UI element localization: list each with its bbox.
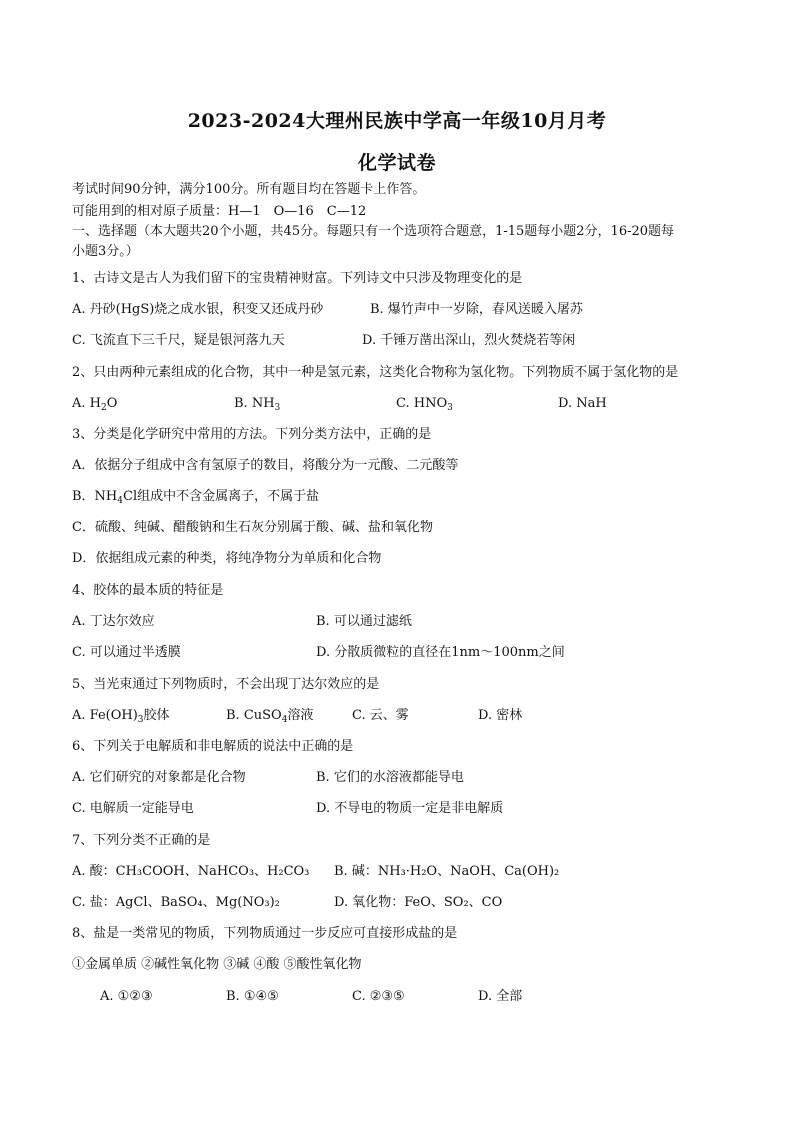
question-4-option-c: C. 可以通过半透膜	[72, 645, 181, 660]
question-6-option-c: C. 电解质一定能导电	[72, 801, 194, 816]
question-1-option-b: B. 爆竹声中一岁除，春风送暖入屠苏	[370, 302, 583, 317]
question-4-stem: 4、胶体的最本质的特征是	[72, 583, 224, 598]
question-1-option-d: D. 千锤万凿出深山，烈火焚烧若等闲	[362, 333, 576, 348]
question-4-option-a: A. 丁达尔效应	[72, 614, 155, 629]
question-8-option-b: B. ①④⑤	[226, 989, 279, 1004]
question-1-option-a: A. 丹砂(HgS)烧之成水银，积变又还成丹砂	[72, 302, 324, 317]
question-5-option-b: B. CuSO$_4$溶液	[226, 708, 314, 725]
question-7-option-d: D. 氧化物：FeO、SO₂、CO	[334, 895, 503, 910]
question-4-option-d: D. 分散质微粒的直径在1nm～100nm之间	[316, 645, 565, 660]
question-6-option-b: B. 它们的水溶液都能导电	[316, 770, 464, 785]
question-8-option-a: A. ①②③	[100, 989, 153, 1004]
question-8-option-d: D. 全部	[478, 989, 523, 1004]
section-header-line2: 小题3分。）	[72, 244, 139, 259]
question-3-option-d: D．依据组成元素的种类，将纯净物分为单质和化合物	[72, 551, 382, 566]
exam-instructions: 考试时间90分钟，满分100分。所有题目均在答题卡上作答。	[72, 182, 426, 197]
question-5-stem: 5、当光束通过下列物质时，不会出现丁达尔效应的是	[72, 677, 380, 692]
question-5-option-d: D. 密林	[478, 708, 523, 723]
question-8-items: ①金属单质 ②碱性氧化物 ③碱 ④酸 ⑤酸性氧化物	[72, 957, 362, 972]
question-7-option-a: A. 酸：CH₃COOH、NaHCO₃、H₂CO₃	[72, 864, 310, 879]
exam-subtitle: 化学试卷	[357, 152, 436, 174]
question-2-option-c: C. $HNO_3$	[396, 396, 453, 413]
question-7-option-b: B. 碱：NH₃·H₂O、NaOH、Ca(OH)₂	[334, 864, 560, 879]
question-7-option-c: C. 盐：AgCl、BaSO₄、Mg(NO₃)₂	[72, 895, 280, 910]
question-8-option-c: C. ②③⑤	[352, 989, 405, 1004]
question-2-option-b: B. $NH_3$	[234, 396, 281, 413]
question-4-option-b: B. 可以通过滤纸	[316, 614, 412, 629]
question-8-stem: 8、盐是一类常见的物质，下列物质通过一步反应可直接形成盐的是	[72, 926, 458, 941]
question-2-option-d: D. NaH	[558, 396, 607, 411]
question-3-option-a: A．依据分子组成中含有氢原子的数目，将酸分为一元酸、二元酸等	[72, 458, 459, 473]
question-6-option-a: A. 它们研究的对象都是化合物	[72, 770, 246, 785]
question-2-option-a: A. $H_2O$	[72, 396, 118, 413]
question-3-option-b: B．$NH_4Cl$组成中不含金属离子，不属于盐	[72, 489, 320, 506]
question-1-stem: 1、古诗文是古人为我们留下的宝贵精神财富。下列诗文中只涉及物理变化的是	[72, 271, 523, 286]
atomic-masses: 可能用到的相对原子质量：H—1 O—16 C—12	[72, 204, 367, 219]
question-5-option-c: C. 云、雾	[352, 708, 409, 723]
question-2-stem: 2、只由两种元素组成的化合物，其中一种是氢元素，这类化合物称为氢化物。下列物质不属于氢化物的是	[72, 365, 679, 380]
question-1-option-c: C. 飞流直下三千尺，疑是银河落九天	[72, 333, 285, 348]
section-header-line1: 一、选择题（本大题共20个小题，共45分。每题只有一个选项符合题意，1-15题每小题2分，16-20题每	[72, 224, 675, 239]
question-3-option-c: C．硫酸、纯碱、醋酸钠和生石灰分别属于酸、碱、盐和氧化物	[72, 520, 433, 535]
question-6-stem: 6、下列关于电解质和非电解质的说法中正确的是	[72, 739, 354, 754]
question-3-stem: 3、分类是化学研究中常用的方法。下列分类方法中，正确的是	[72, 427, 432, 442]
question-7-stem: 7、下列分类不正确的是	[72, 833, 211, 848]
question-6-option-d: D. 不导电的物质一定是非电解质	[316, 801, 504, 816]
question-5-option-a: A. $Fe(OH)_3$胶体	[72, 708, 170, 725]
exam-title: 2023-2024大理州民族中学高一年级10月月考	[187, 110, 607, 132]
